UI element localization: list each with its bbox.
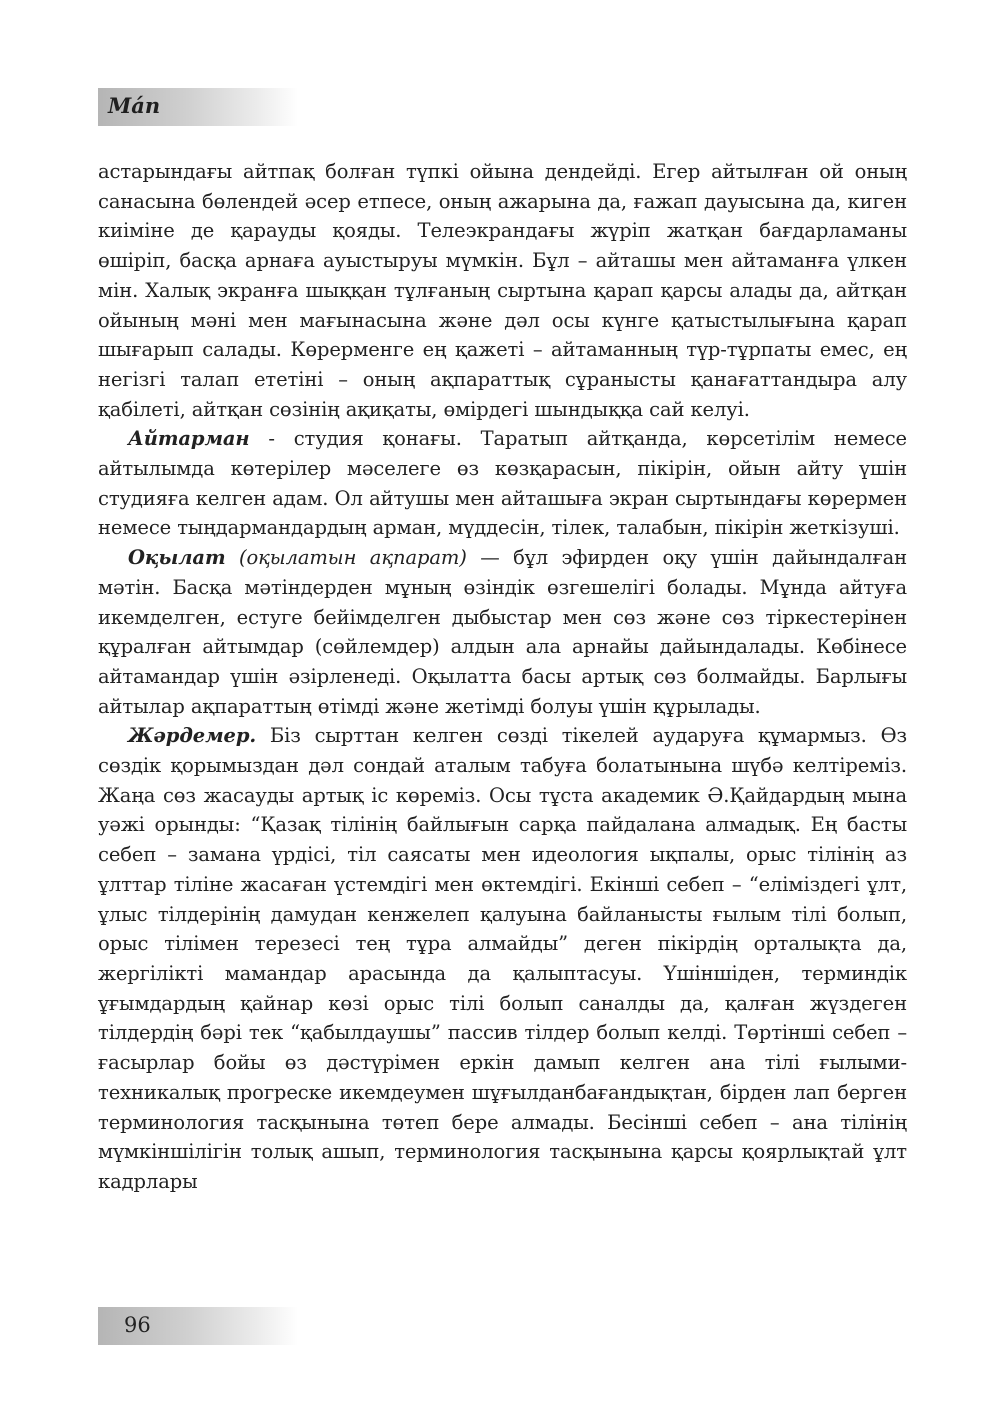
paragraph-2-text: - студия қонағы. Таратып айтқанда, көрсетілім немесе айтылымда көтерілер мәселеге өз көзқарасын, пікірін, ойын айту үшін студияға келген адам. Ол айтушы мен айташыға экран сыртындағы көрермен немесе тыңдармандардың арман, мүддесін, тілек, талабын, пікірін жеткізуші.	[98, 427, 907, 540]
term-aitarman: Айтарман	[128, 427, 250, 451]
paragraph-4-text: Біз сырттан келген сөзді тікелей аударуға құмармыз. Өз сөздік қорымыздан дәл сондай аталым табуға болатынына шүбә келтіреміз. Жаңа сөз жасауды артық іс көреміз. Осы тұста академик Ә.Қайдардың мына уәжі орынды: “Қазақ тілінің байлығын сарқа пайдалана алмадық. Ең басты себеп – замана үрдісі, тіл саясаты мен идеология ықпалы, орыс тілінің аз ұлттар тіліне жасаған үстемдігі мен өктемдігі. Екінші себеп – “еліміздегі ұлт, ұлыс тілдерінің дамудан кенжелеп қалуына байланысты ғылым тілі болып, орыс тілімен терезесі тең тұра алмайды” деген пікірдің орталықта да, жергілікті мамандар арасында да қалыптасуы. Үшіншіден, терминдік ұғымдардың қайнар көзі орыс тілі болып саналды да, қалған жүздеген тілдердің бәрі тек “қабылдаушы” пассив тілдер болып келді. Төртінші себеп – ғасырлар бойы өз дәстүрімен еркін дамып келген ана тілі ғылыми-техникалық прогреске икемдеумен шұғылданбағандықтан, бірден лап берген терминология тасқынына төтеп бере алмады. Бесінші себеп – ана тілінің мүмкіншілігін толық ашып, терминология тасқынына қарсы қоярлықтай ұлт кадрлары	[98, 724, 907, 1193]
paragraph-3	[98, 543, 907, 721]
running-header-title: Мáп	[108, 93, 161, 118]
paragraph-1: астарындағы айтпақ болған түпкі ойына дендейді. Егер айтылған ой оның санасына бөлендей әсер етпесе, оның ажарына да, ғажап дауысына да, киген киіміне де қарауды қояды. Телеэкрандағы жүріп жатқан бағдарламаны өшіріп, басқа арнаға ауыстыруы мүмкін. Бұл – айташы мен айтаманға үлкен мін. Халық экранға шыққан тұлғаның сыртына қарап қарсы алады да, айтқан ойының мәні мен мағынасына және дәл осы күнге қатыстылығына қарап шығарып салады. Көрерменге ең қажеті – айтаманның түр-тұрпаты емес, ең негізгі талап ететіні – оның ақпараттық сұранысты қанағаттандыра алу қабілеті, айтқан сөзінің ақиқаты, өмірдегі шындыққа сай келуі.	[98, 160, 907, 421]
paragraph-2	[98, 424, 907, 543]
paragraph-3-text: — бұл эфирден оқу үшін дайындалған мәтін. Басқа мәтіндерден мұның өзіндік өзгешелігі болады. Мұнда айтуға икемделген, естуге бейімделген дыбыстар мен сөз және сөз тіркестерінен құралған айтымдар (сөйлемдер) алдын ала арнайы дайындалады. Көбінесе айтамандар үшін әзірленеді. Оқылатта басы артық сөз болмайды. Барлығы айтылар ақпараттың өтімді және жетімді болуы үшін құрылады.	[98, 546, 907, 718]
paragraph-4	[98, 721, 907, 1196]
term-okylat-gloss: (оқылатын ақпарат)	[225, 546, 467, 570]
main-text	[98, 157, 907, 1197]
page-number: 96	[124, 1313, 151, 1337]
term-okylat: Оқылат	[128, 546, 226, 570]
term-zhardemer: Жәрдемер.	[128, 724, 257, 748]
